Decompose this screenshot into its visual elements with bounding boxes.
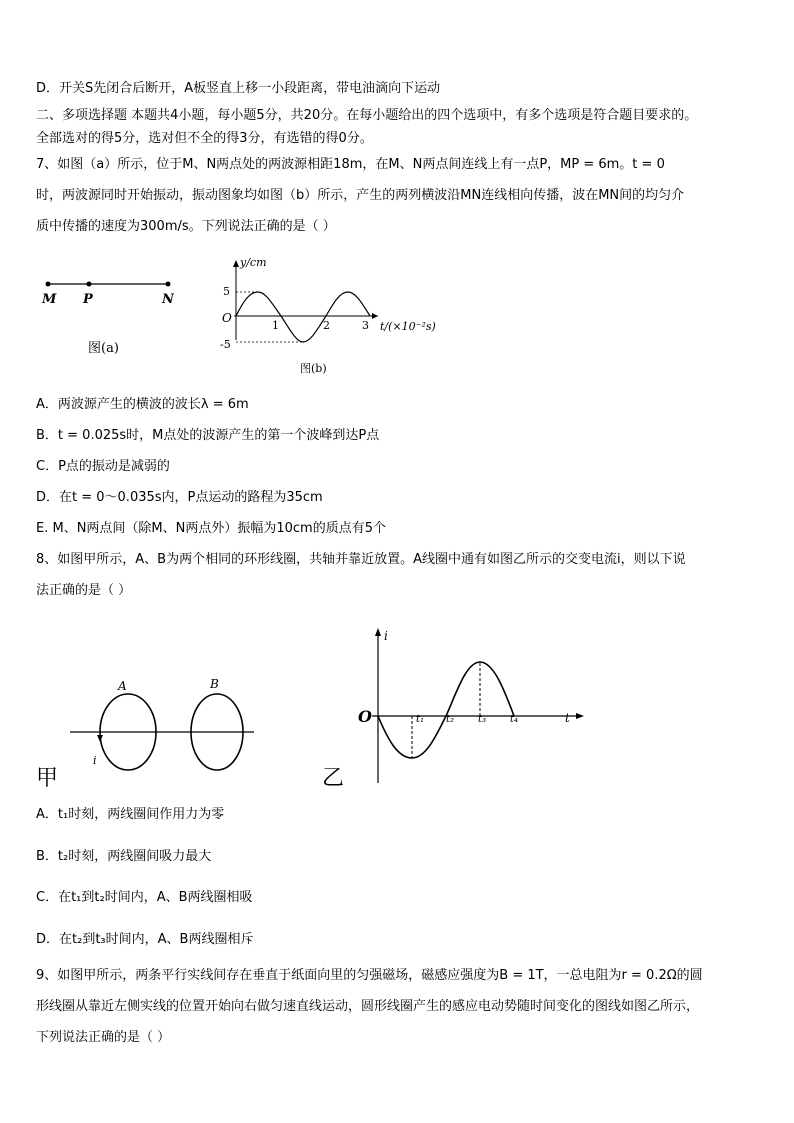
caption-b: 图(b)	[300, 362, 327, 375]
caption-a: 图(a)	[88, 341, 119, 356]
label-n: N	[162, 292, 174, 307]
q7-stem-2: 时，两波源同时开始振动，振动图象均如图（b）所示，产生的两列横波沿MN连线相向传播，波在MN间的均匀介	[36, 188, 685, 203]
q7-option-b: B．t = 0.025s时，M点处的波源产生的第一个波峰到达P点	[36, 428, 380, 443]
coil-b-label: B	[210, 677, 219, 691]
current-label: i	[93, 754, 97, 767]
q9-stem-2: 形线圈从靠近左侧实线的位置开始向右做匀速直线运动，圆形线圈产生的感应电动势随时间变化的图线如图乙所示，	[36, 999, 700, 1014]
origin-b: O	[222, 311, 232, 325]
section-heading: 二、多项选择题 本题共4小题，每小题5分，共20分。在每小题给出的四个选项中，有多个选项是符合题目要求的。	[36, 108, 698, 123]
coil-a-label: A	[118, 679, 127, 693]
q7-stem-3: 质中传播的速度为300m/s。下列说法正确的是（ ）	[36, 219, 336, 234]
caption-jia: 甲	[36, 766, 59, 791]
q8-option-d: D．在t₂到t₃时间内，A、B两线圈相斥	[36, 932, 254, 947]
i-axis-label: i	[384, 629, 388, 643]
tick-t3: t₃	[478, 714, 487, 725]
tick-t2: t₂	[446, 714, 455, 725]
q8-option-a: A．t₁时刻，两线圈间作用力为零	[36, 807, 225, 822]
section-rule: 全部选对的得5分，选对但不全的得3分，有选错的得0分。	[36, 131, 373, 146]
current-wave	[378, 662, 514, 758]
origin-yi: O	[358, 707, 372, 726]
tick-t1: t₁	[416, 714, 425, 725]
option-d-prev: D．开关S先闭合后断开，A板竖直上移一小段距离，带电油滴向下运动	[36, 81, 441, 96]
tick-2: 2	[323, 319, 330, 332]
tick-t4: t₄	[510, 714, 519, 725]
q7-stem-1: 7、如图（a）所示，位于M、N两点处的两波源相距18m，在M、N两点间连线上有一点P，MP = 6m。t = 0	[36, 157, 665, 172]
tick-minus-5: -5	[220, 338, 231, 351]
q8-stem-2: 法正确的是（ ）	[36, 583, 132, 598]
q7-option-c: C．P点的振动是减弱的	[36, 459, 170, 474]
label-p: P	[83, 292, 93, 307]
q7-option-e: E. M、N两点间（除M、N两点外）振幅为10cm的质点有5个	[36, 521, 386, 536]
q7-option-a: A．两波源产生的横波的波长λ = 6m	[36, 397, 249, 412]
q9-stem-1: 9、如图甲所示，两条平行实线间存在垂直于纸面向里的匀强磁场，磁感应强度为B = 1T，一总电阻为r = 0.2Ω的圆	[36, 968, 703, 983]
label-m: M	[42, 292, 57, 307]
q8-option-c: C．在t₁到t₂时间内，A、B两线圈相吸	[36, 890, 253, 905]
q7-option-d: D．在t = 0～0.035s内，P点运动的路程为35cm	[36, 490, 323, 505]
t-axis-label: t	[565, 711, 570, 725]
tick-3: 3	[362, 319, 369, 332]
tick-1: 1	[272, 319, 279, 332]
x-axis-label: t/(×10⁻²s)	[380, 320, 436, 333]
q9-stem-3: 下列说法正确的是（ ）	[36, 1030, 171, 1045]
y-axis-label: y/cm	[240, 256, 267, 269]
q8-option-b: B．t₂时刻，两线圈间吸力最大	[36, 849, 212, 864]
tick-5: 5	[223, 285, 230, 298]
caption-yi: 乙	[322, 766, 345, 791]
q8-stem-1: 8、如图甲所示，A、B为两个相同的环形线圈，共轴并靠近放置。A线圈中通有如图乙所示的交变电流i，则以下说	[36, 552, 686, 567]
